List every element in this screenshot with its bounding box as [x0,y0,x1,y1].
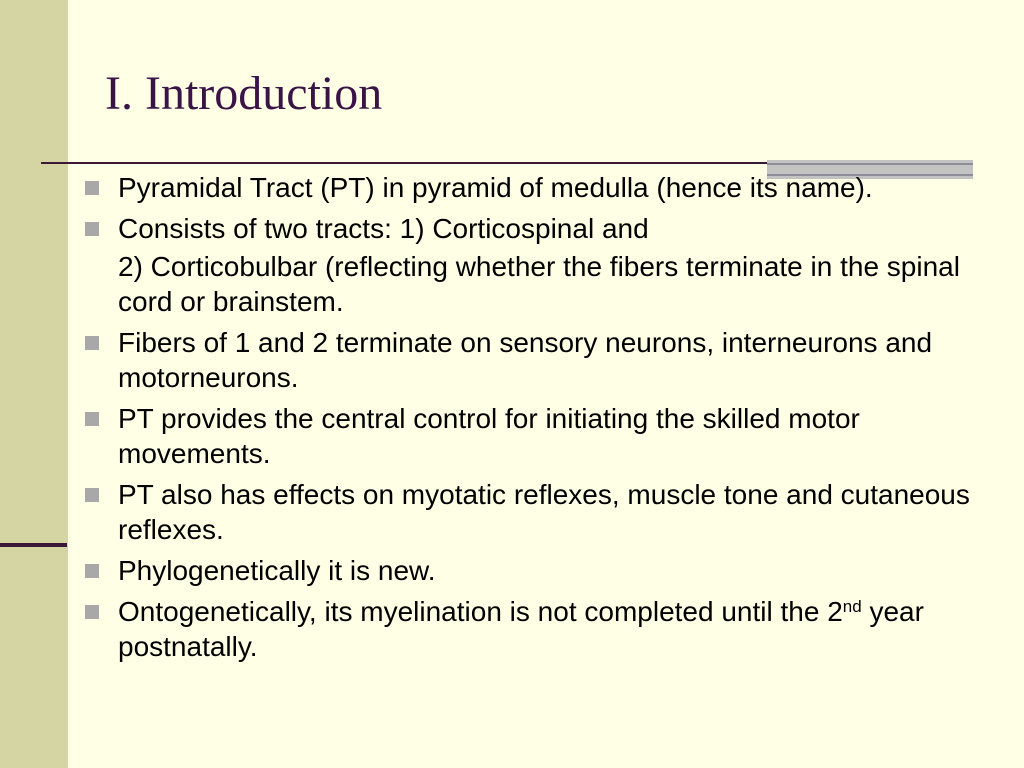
bullet-item [80,401,1000,471]
bullet-text: Pyramidal Tract (PT) in pyramid of medulla (hence its name). [118,172,873,203]
bullet-item [80,170,1000,205]
bullet-text: Phylogenetically it is new. [118,555,436,586]
bullet-list [80,170,1000,670]
bullet-text: year postnatally. [118,596,924,662]
side-accent-line [0,543,67,547]
bullet-item [80,553,1000,588]
side-bar [0,0,68,768]
bullet-text: Fibers of 1 and 2 terminate on sensory neurons, interneurons and motorneurons. [118,327,933,393]
bullet-text: Ontogenetically, its myelination is not completed until the 2 [118,596,843,627]
square-bullet-icon [85,488,99,502]
square-bullet-icon [85,605,99,619]
bullet-item [80,477,1000,547]
square-bullet-icon [85,564,99,578]
bullet-text: PT also has effects on myotatic reflexes, muscle tone and cutaneous reflexes. [118,479,970,545]
accent-stripe [767,163,973,165]
ordinal-superscript: nd [842,597,862,616]
square-bullet-icon [85,336,99,350]
bullet-text: 2) Corticobulbar (reflecting whether the fibers terminate in the spinal cord or brainstem. [118,251,960,317]
square-bullet-icon [85,181,99,195]
continuation-item [80,249,1000,319]
square-bullet-icon [85,412,99,426]
bullet-item [80,594,1000,664]
bullet-item [80,325,1000,395]
bullet-text: Consists of two tracts: 1) Corticospinal and [118,213,649,244]
slide-title: I. Introduction [105,67,383,120]
bullet-text: PT provides the central control for initiating the skilled motor movements. [118,403,860,469]
bullet-item [80,211,1000,246]
square-bullet-icon [85,222,99,236]
